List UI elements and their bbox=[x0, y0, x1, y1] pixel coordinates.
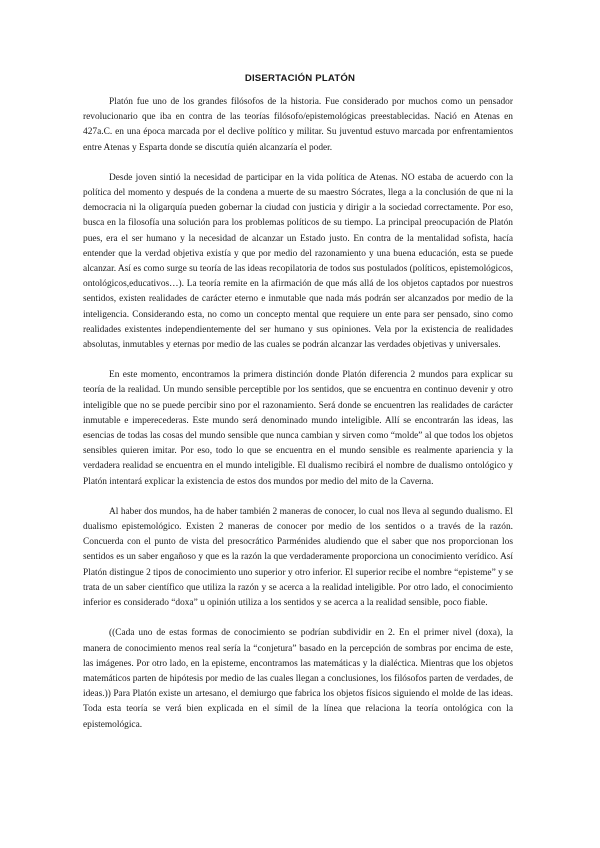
paragraph-biography: Platón fue uno de los grandes filósofos de la historia. Fue considerado por muchos como un pensador revolucionario que iba en contra de las teorías filósofo/epistemológicas preestablecidas. Nació en Atenas en 427a.C. en una época marcada por el declive político y militar. Su juventud estuvo marcada por enfrentamientos entre Atenas y Esparta donde se discutía quién alcanzaría el poder. bbox=[83, 97, 513, 153]
paragraph-ontological-dualism: En este momento, encontramos la primera distinción donde Platón diferencia 2 mundos para explicar su teoría de la realidad. Un mundo sensible perceptible por los sentidos, que se encuentra en continuo devenir y otro inteligible que no se puede percibir sino por el razonamiento. Será donde se encuentren las realidades de carácter inmutable e imperecederas. Este mundo será denominado mundo inteligible. Allí se encontrarán las ideas, las esencias de todas las cosas del mundo sensible que nunca cambian y sirven como “molde” al que todos los objetos sensibles quieren imitar. Por eso, todo lo que se encuentra en el mundo sensible es realmente apariencia y la verdadera realidad se encuentra en el mundo inteligible. El dualismo recibirá el nombre de dualismo ontológico y Platón intentará explicar la existencia de estos dos mundos por medio del mito de la Caverna. bbox=[83, 370, 513, 487]
page-title: DISERTACIÓN PLATÓN bbox=[244, 73, 356, 84]
paragraph-knowledge-levels: ((Cada uno de estas formas de conocimiento se podrían subdividir en 2. En el primer nivel (doxa), la manera de conocimiento menos real sería la “conjetura” basado en la percepción de sombras por encima de este, las imágenes. Por otro lado, en la episteme, encontramos las matemáticas y la dialéctica. Mientras que los objetos matemáticos parten de hipótesis por medio de las cuales llegan a conclusiones, los filósofos parten de verdades, de ideas.)) Para Platón existe un artesano, el demiurgo que fabrica los objetos físicos siguiendo el molde de las ideas. Toda esta teoría se verá bien explicada en el símil de la línea que relaciona la teoría ontológica con la epistemológica. bbox=[83, 628, 513, 730]
paragraph-epistemological-dualism: Al haber dos mundos, ha de haber también 2 maneras de conocer, lo cual nos lleva al segundo dualismo. El dualismo epistemológico. Existen 2 maneras de conocer por medio de los sentidos o a través de la razón. Concuerda con el punto de vista del presocrático Parménides aludiendo que el saber que nos proporcionan los sentidos es un saber engañoso y que es la razón la que verdaderamente proporciona un conocimiento verídico. Así Platón distingue 2 tipos de conocimiento uno superior y otro inferior. El superior recibe el nombre “episteme” y se trata de un saber científico que utiliza la razón y se acerca a la realidad inteligible. Por otro lado, el conocimiento inferior es considerado “doxa” u opinión utiliza a los sentidos y se acerca a la realidad sensible, poco fiable. bbox=[83, 506, 513, 609]
paragraph-theory-of-ideas: Desde joven sintió la necesidad de participar en la vida política de Atenas. NO estaba de acuerdo con la política del momento y después de la condena a muerte de su maestro Sócrates, llega a la conclusión de que ni la democracia ni la oligarquía pueden gobernar la ciudad con justicia y dirigir a la sociedad correctamente. Por eso, busca en la filosofía una solución para los problemas políticos de su tiempo. La principal preocupación de Platón pues, era el ser humano y la necesidad de alcanzar un Estado justo. En contra de la mentalidad sofista, hacía entender que la verdad objetiva existía y que por medio del razonamiento y una buena educación, esta se puede alcanzar. Así es como surge su teoría de las ideas recopilatoria de todos sus postulados (políticos, epistemológicos, ontológicos,educativos…). La teoría remite en la afirmación de que más allá de los objetos captados por nuestros sentidos, existen realidades de carácter eterno e inmutable que nada más podrán ser alcanzados por medio de la inteligencia. Considerando esta, no como un concepto mental que requiere un ente para ser pensado, sino como realidades existentes independientemente del ser humano y sus opiniones. Vela por la existencia de realidades absolutas, inmutables y eternas por medio de las cuales se podrán alcanzar las verdades objetivas y universales. bbox=[83, 172, 513, 351]
document-body bbox=[83, 95, 513, 748]
